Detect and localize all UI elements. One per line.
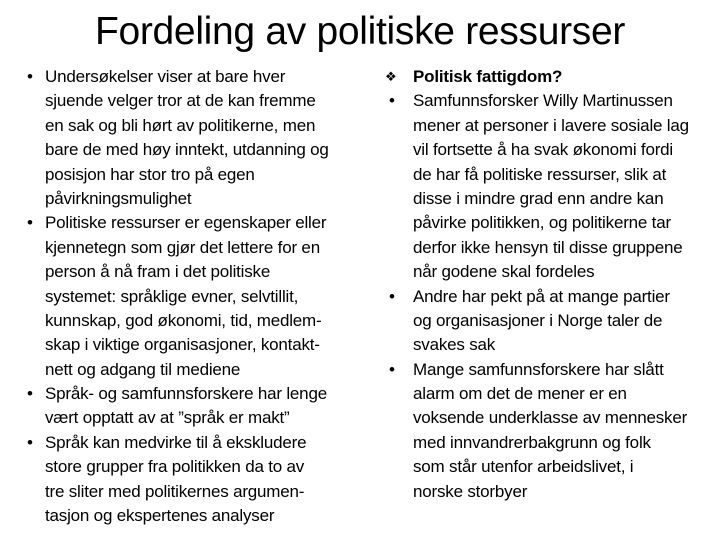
bullet-text-line: voksende underklasse av mennesker: [413, 408, 688, 428]
bullet-text-line: Språk kan medvirke til å ekskludere: [45, 432, 307, 452]
diamond-bullet-icon: ❖: [385, 69, 397, 84]
bullet-item: [384, 89, 720, 284]
bullet-text-line: kjennetegn som gjør det lettere for en: [45, 237, 320, 257]
bullet-text-line: svakes sak: [413, 335, 496, 355]
bullet-icon: •: [389, 91, 395, 111]
bullet-text-line: nett og adgang til mediene: [45, 359, 241, 379]
bullet-text-line: som står utenfor arbeidslivet, i: [413, 457, 634, 477]
bullet-text-line: disse i mindre grad enn andre kan: [413, 188, 664, 208]
bullet-item: [22, 211, 382, 382]
bullet-text-line: vil fortsette å ha svak økonomi fordi: [413, 140, 673, 160]
section-heading: [384, 65, 720, 89]
bullet-text-line: når godene skal fordeles: [413, 262, 595, 282]
bullet-text-line: alarm om det de mener er en: [413, 384, 627, 404]
bullet-text-line: med innvandrerbakgrunn og folk: [413, 432, 651, 452]
bullet-text-line: Andre har pekt på at mange partier: [413, 286, 670, 306]
bullet-text-line: Samfunnsforsker Willy Martinussen: [413, 91, 673, 111]
bullet-item: [22, 65, 382, 211]
bullet-text-line: vært opptatt av at ”språk er makt”: [45, 408, 290, 428]
bullet-text-line: norske storbyer: [413, 481, 528, 501]
bullet-icon: •: [389, 359, 395, 379]
bullet-text-line: systemet: språklige evner, selvtillit,: [45, 286, 299, 306]
bullet-text-line: derfor ikke hensyn til disse gruppene: [413, 237, 683, 257]
bullet-text-line: Undersøkelser viser at bare hver: [45, 67, 286, 86]
bullet-icon: •: [389, 286, 395, 306]
bullet-item: [384, 285, 720, 358]
bullet-text-line: sjuende velger tror at de kan fremme: [45, 91, 316, 111]
bullet-icon: •: [27, 213, 33, 233]
bullet-item: [384, 358, 720, 504]
bullet-text-line: kunnskap, god økonomi, tid, medlem-: [45, 310, 322, 330]
bullet-text-line: Språk- og samfunnsforskere har lenge: [45, 384, 327, 404]
bullet-text-line: påvirke politikken, og politikerne tar: [413, 213, 671, 233]
bullet-item: [22, 382, 382, 431]
bullet-text-line: de har få politiske ressurser, slik at: [413, 164, 667, 184]
bullet-text-line: store grupper fra politikken da to av: [45, 457, 305, 477]
bullet-text-line: påvirkningsmulighet: [45, 188, 192, 208]
bullet-text-line: Politiske ressurser er egenskaper eller: [45, 213, 327, 233]
left-column: [22, 65, 382, 528]
slide-title: Fordeling av politiske ressurser: [94, 10, 626, 53]
bullet-text-line: tasjon og ekspertenes analyser: [45, 506, 275, 526]
bullet-text-line: Politisk fattigdom?: [413, 67, 563, 86]
bullet-text-line: mener at personer i lavere sosiale lag: [413, 115, 689, 135]
bullet-item: [22, 431, 382, 529]
bullet-text-line: en sak og bli hørt av politikerne, men: [45, 115, 316, 135]
bullet-text-line: tre sliter med politikernes argumen-: [45, 481, 305, 501]
right-column: [384, 65, 720, 504]
bullet-text-line: skap i viktige organisasjoner, kontakt-: [45, 335, 320, 355]
bullet-icon: •: [27, 67, 33, 86]
bullet-icon: •: [27, 432, 33, 452]
bullet-text-line: bare de med høy inntekt, utdanning og: [45, 140, 329, 160]
bullet-text-line: person å nå fram i det politiske: [45, 262, 271, 282]
bullet-text-line: Mange samfunnsforskere har slått: [413, 359, 664, 379]
bullet-text-line: posisjon har stor tro på egen: [45, 164, 255, 184]
bullet-text-line: og organisasjoner i Norge taler de: [413, 310, 663, 330]
bullet-icon: •: [27, 384, 33, 404]
